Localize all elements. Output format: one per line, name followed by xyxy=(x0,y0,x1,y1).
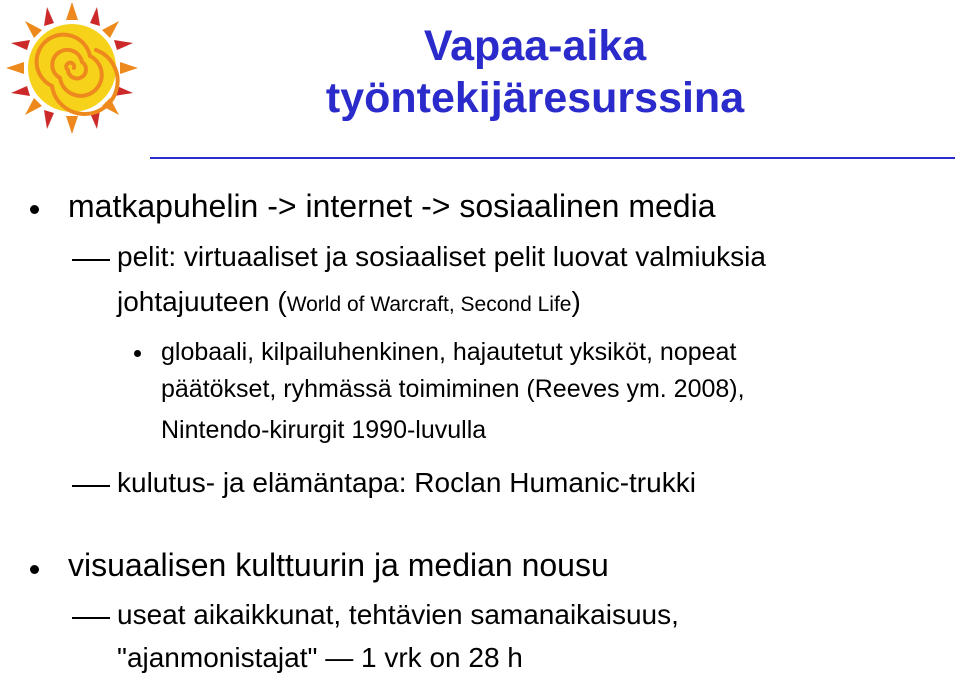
sub-2-1-dash xyxy=(72,617,110,619)
title-line-1: Vapaa-aika xyxy=(423,22,647,70)
bullet-2-text: visuaalisen kulttuurin ja median nousu xyxy=(68,547,609,583)
subsub-1-1-1-marker xyxy=(134,350,141,357)
sub-1-1-line-2 xyxy=(117,286,581,318)
sub-1-1-games-list: World of Warcraft, Second Life xyxy=(286,293,572,316)
bullet-1-text: matkapuhelin -> internet -> sosiaalinen media xyxy=(68,188,716,224)
sub-1-2-line-1: kulutus- ja elämäntapa: Roclan Humanic-trukki xyxy=(117,467,696,498)
subsub-1-1-1-line-1: globaali, kilpailuhenkinen, hajautetut yksiköt, nopeat xyxy=(161,338,737,366)
sub-1-1-dash xyxy=(72,259,110,261)
title-line-2: työntekijäresurssina xyxy=(325,74,745,122)
subsub-1-1-1-line-2: päätökset, ryhmässä toimiminen (Reeves ym. 2008), xyxy=(161,375,745,403)
sub-1-1-line-2-main: johtajuuteen ( xyxy=(117,286,287,317)
sub-2-1-line-2: "ajanmonistajat" — 1 vrk on 28 h xyxy=(117,642,523,673)
slide-title xyxy=(185,20,885,124)
sub-1-1-line-2-end: ) xyxy=(571,286,581,317)
sub-2-1-line-1: useat aikaikkunat, tehtävien samanaikaisuus, xyxy=(117,599,679,630)
subsub-1-1-1-line-3: Nintendo-kirurgit 1990-luvulla xyxy=(161,416,487,444)
sub-1-1-line-1: pelit: virtuaaliset ja sosiaaliset pelit luovat valmiuksia xyxy=(117,241,766,272)
sub-1-2-dash xyxy=(72,485,110,487)
title-divider xyxy=(150,157,955,159)
sun-spiral-logo xyxy=(0,0,150,140)
bullet-1-marker xyxy=(30,205,39,214)
bullet-2-marker xyxy=(30,565,39,574)
